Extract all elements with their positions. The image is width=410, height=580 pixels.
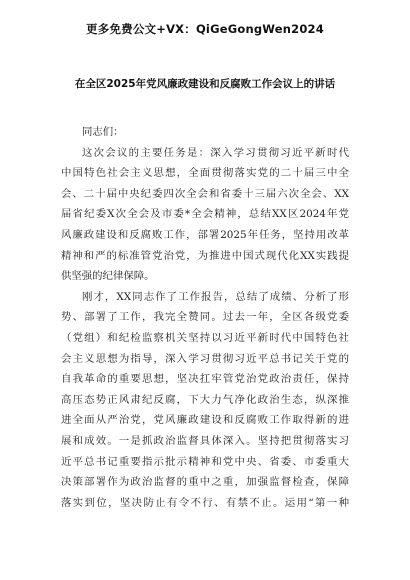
paragraph-line: 会、二十届中央纪委四次全会和省委十三届六次全会、XX xyxy=(61,187,349,200)
paragraph-line: 风廉政建设和反腐败工作，部署2025年任务，坚持用改革 xyxy=(61,228,349,241)
paragraph-line: 供坚强的纪律保障。 xyxy=(61,270,155,283)
paragraph-line: 中国特色社会主义思想，全面贯彻落实党的二十届三中全 xyxy=(61,167,349,180)
promo-header: 更多免费公文+VX：QiGeGongWen2024 xyxy=(86,22,324,36)
paragraph-line: 届省纪委X次全会及市委*全会精神，总结XX区2024年党 xyxy=(61,208,349,221)
paragraph-line: 势、部署了工作，我完全赞同。过去一年，全区各级党委 xyxy=(61,311,349,324)
document-body xyxy=(61,122,349,513)
paragraph-line: 决策部署作为政治监督的重中之重，加强监督检查，保障 xyxy=(61,476,349,489)
paragraph-line: 自我革命的重要思想，坚决扛牢管党治党政治责任，保持 xyxy=(61,373,349,386)
paragraph-line: 展和成效。一是抓政治监督具体深入。坚持把贯彻落实习 xyxy=(61,434,349,447)
paragraph-line: 精神和严的标准管党治党，为推进中国式现代化XX实践提 xyxy=(61,249,349,262)
paragraph-line: （党组）和纪检监察机关坚持以习近平新时代中国特色社 xyxy=(61,331,349,344)
paragraph-line: 会主义思想为指导，深入学习贯彻习近平总书记关于党的 xyxy=(61,352,349,365)
document-title: 在全区2025年党风廉政建设和反腐败工作会议上的讲话 xyxy=(74,78,336,90)
salutation: 同志们： xyxy=(82,126,124,138)
paragraph-line: 进全面从严治党，党风廉政建设和反腐败工作取得新的进 xyxy=(61,414,349,427)
paragraph-line: 这次会议的主要任务是：深入学习贯彻习近平新时代 xyxy=(82,146,349,159)
paragraph-line: 落实到位，坚决防止有令不行、有禁不止。运用“第一种 xyxy=(61,496,349,509)
paragraph-line: 刚才，XX同志作了工作报告，总结了成绩、分析了形 xyxy=(82,290,349,303)
paragraph-line: 近平总书记重要指示批示精神和党中央、省委、市委重大 xyxy=(61,455,349,468)
paragraph-line: 高压态势正风肃纪反腐，下大力气净化政治生态，纵深推 xyxy=(61,393,349,406)
